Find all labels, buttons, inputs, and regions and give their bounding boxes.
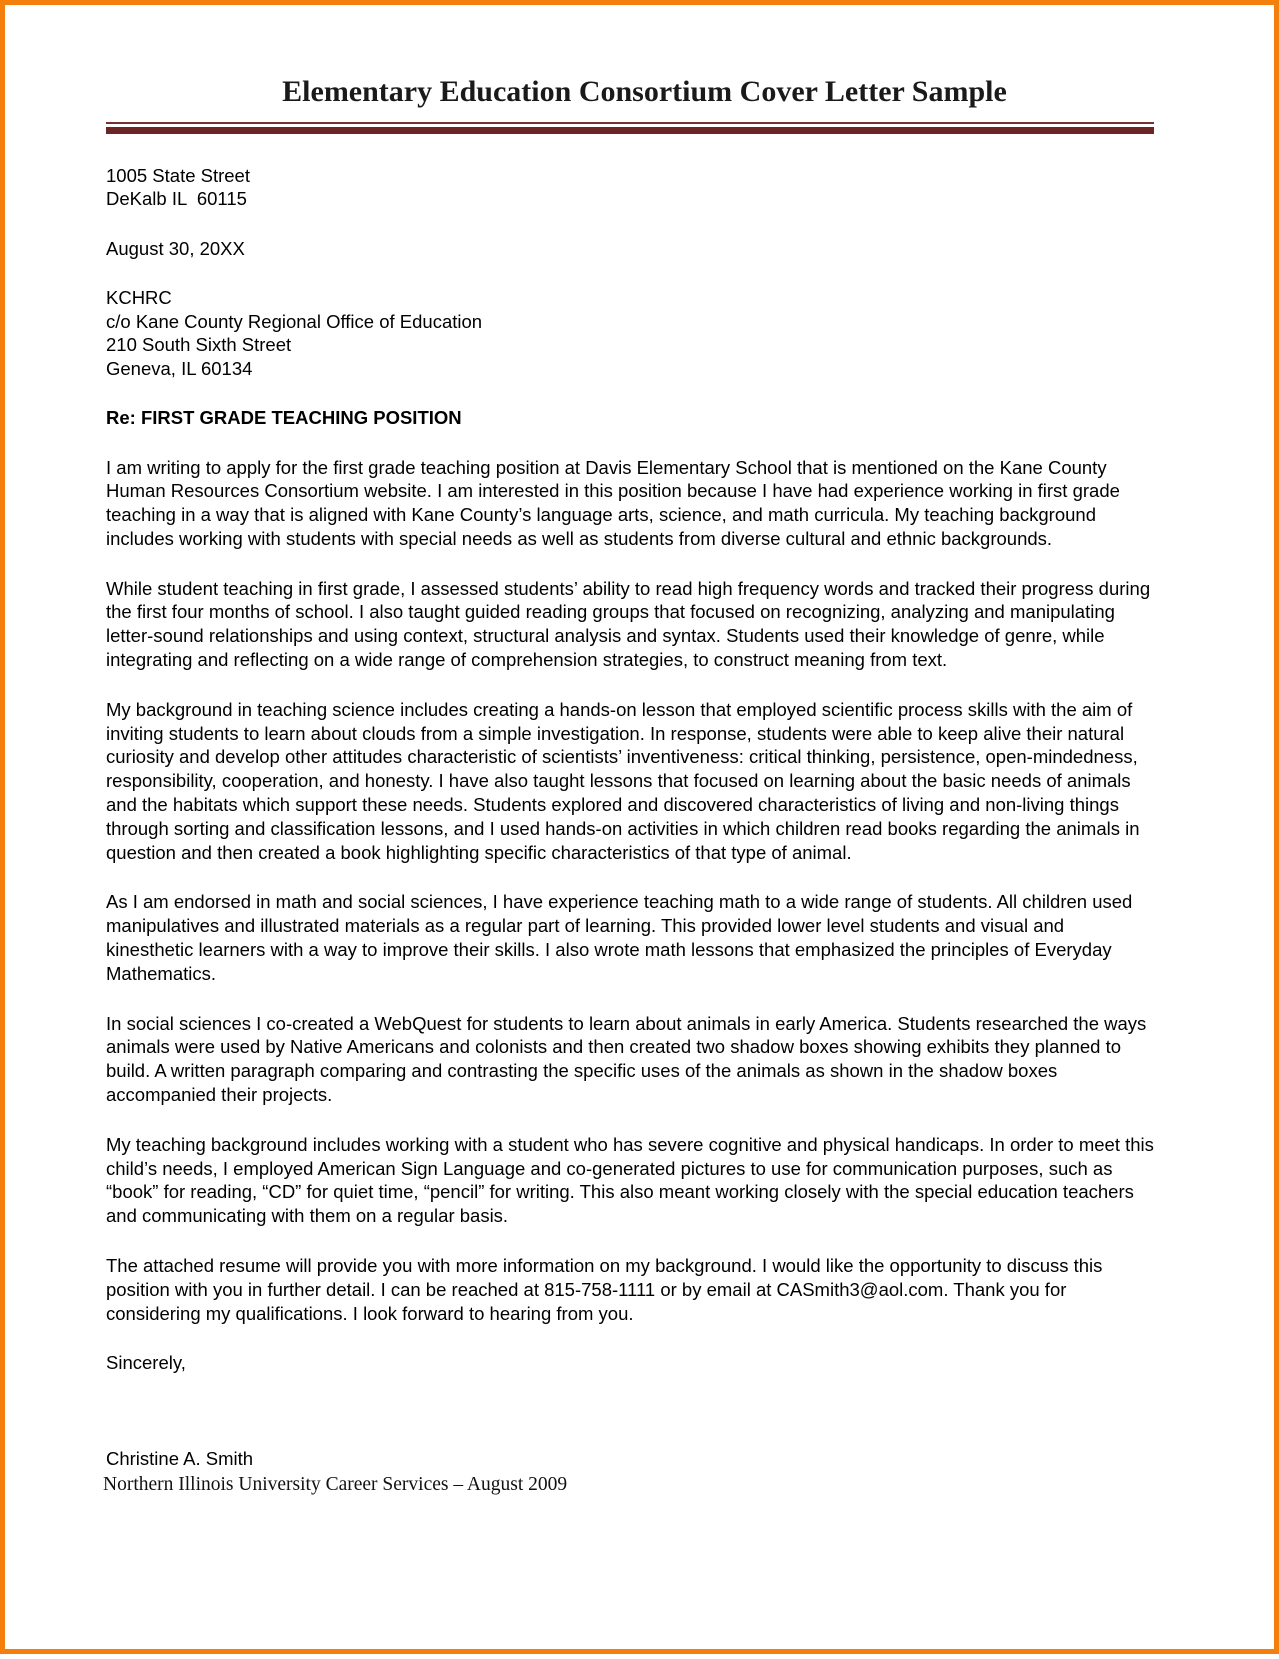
letter-paragraph-3: My background in teaching science includes creating a hands-on lesson that employed scientific process skills with the aim of inviting students to learn about clouds from a simple investigation. In response, students were able to keep alive their natural curiosity and develop other attitudes characteristic of scientists’ inventiveness: critical thinking, persistence, open-mindedness, responsibility, cooperation, and honesty. I have also taught lessons that focused on learning about the basic needs of animals and the habitats which support these needs. Students explored and discovered characteristics of living and non-living things through sorting and classification lessons, and I used hands-on activities in which children read books regarding the animals in question and then created a book highlighting specific characteristics of that type of animal.	[106, 698, 1140, 863]
letter-paragraph-1: I am writing to apply for the first grade teaching position at Davis Elementary School that is mentioned on the Kane County Human Resources Consortium website. I am interested in this position because I have had experience working in first grade teaching in a way that is aligned with Kane County’s language arts, science, and math curricula. My teaching background includes working with students with special needs as well as students from diverse cultural and ethnic backgrounds.	[106, 456, 1120, 549]
recipient-address-block	[106, 286, 1156, 380]
recipient-address-line-4: Geneva, IL 60134	[106, 357, 253, 379]
letter-paragraph-4: As I am endorsed in math and social sciences, I have experience teaching math to a wide range of students. All children used manipulatives and illustrated materials as a regular part of learning. This provided lower level students and visual and kinesthetic learners with a way to improve their skills. I also wrote math lessons that emphasized the principles of Everyday Mathematics.	[106, 891, 1133, 984]
subject-line: Re: FIRST GRADE TEACHING POSITION	[106, 407, 462, 428]
letter-body	[5, 134, 1279, 1498]
title-divider	[106, 122, 1154, 134]
sender-address-line-2: DeKalb IL 60115	[106, 188, 247, 209]
recipient-address-line-1: KCHRC	[106, 287, 172, 308]
page-title: Elementary Education Consortium Cover Letter Sample	[282, 75, 1007, 108]
recipient-address-line-3: 210 South Sixth Street	[106, 334, 292, 355]
closing-salutation: Sincerely,	[106, 1352, 186, 1374]
sender-address-block	[106, 164, 1156, 211]
signature-name: Christine A. Smith	[106, 1447, 254, 1469]
footer-credit: Northern Illinois University Career Services – August 2009	[103, 1474, 568, 1496]
letter-paragraph-5: In social sciences I co-created a WebQuest for students to learn about animals in early America. Students researched the ways animals were used by Native Americans and colonists and then created two shadow boxes showing exhibits they planned to build. A written paragraph comparing and contrasting the specific uses of the animals as shown in the shadow boxes accompanied their projects.	[106, 1012, 1147, 1106]
letter-paragraph-6: My teaching background includes working with a student who has severe cognitive and physical handicaps. In order to meet this child’s needs, I employed American Sign Language and co-generated pictures to use for communication purposes, such as “book” for reading, “CD” for quiet time, “pencil” for writing. This also meant working closely with the special education teachers and communicating with them on a regular basis.	[106, 1133, 1154, 1227]
letter-date	[106, 237, 1156, 261]
document-page	[5, 5, 1279, 1659]
letter-date-text: August 30, 20XX	[106, 237, 245, 259]
letter-paragraph-2: While student teaching in first grade, I assessed students’ ability to read high frequency words and tracked their progress during the first four months of school. I also taught guided reading groups that focused on recognizing, analyzing and manipulating letter-sound relationships and using context, structural analysis and syntax. Students used their knowledge of genre, while integrating and reflecting on a wide range of comprehension strategies, to construct meaning from text.	[106, 577, 1151, 671]
title-divider-thick-bar	[106, 127, 1154, 134]
sender-address-line-1: 1005 State Street	[106, 164, 250, 186]
signature-space	[106, 1375, 1156, 1447]
letter-paragraph-7: The attached resume will provide you with more information on my background. I would like the opportunity to discuss this position with you in further detail. I can be reached at 815-758-1111 or by email at CASmith3@aol.com. Thank you for considering my qualifications. I look forward to hearing from you.	[106, 1255, 1103, 1324]
recipient-address-line-2: c/o Kane County Regional Office of Education	[106, 310, 483, 332]
